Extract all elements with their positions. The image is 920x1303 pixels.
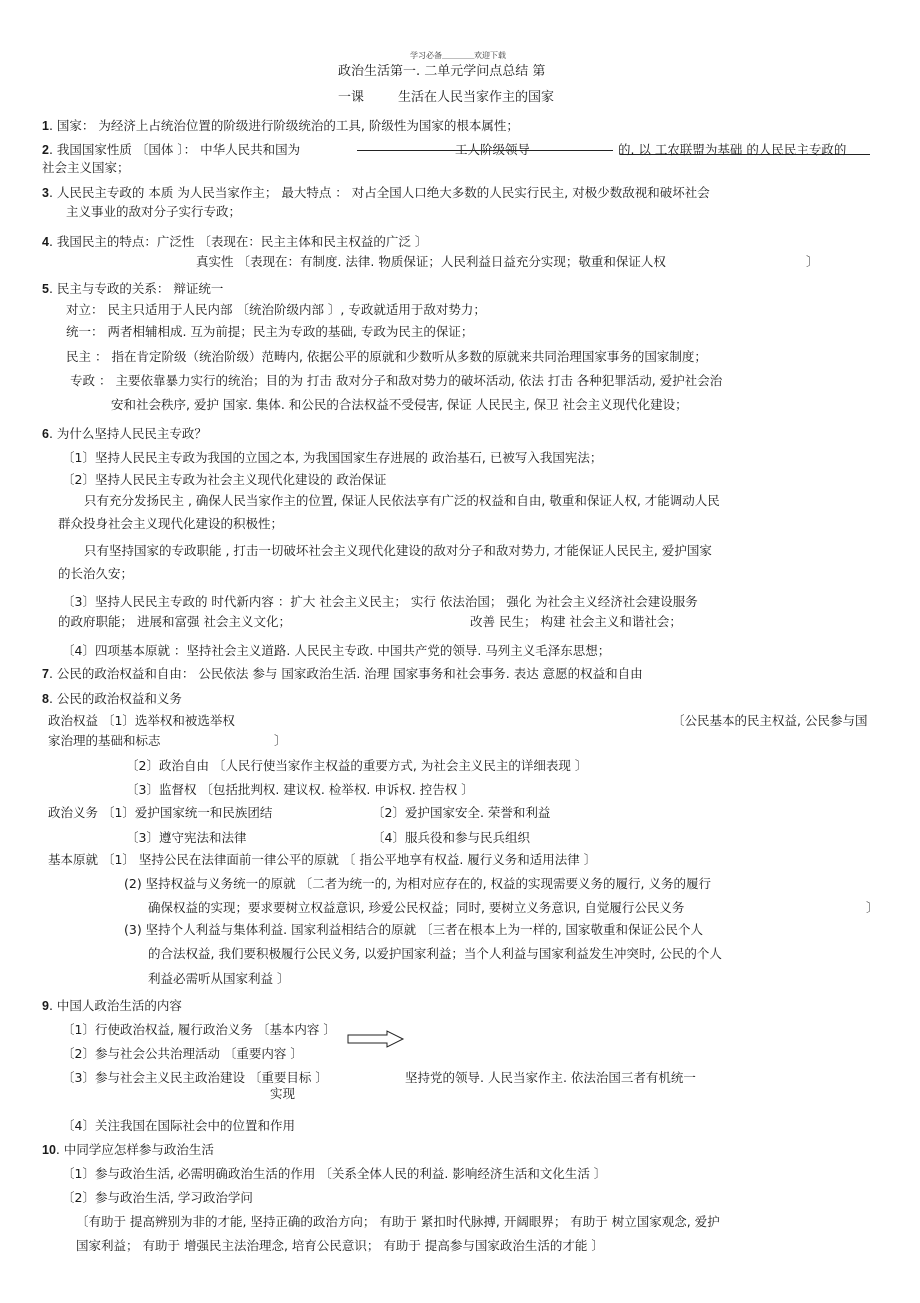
item-8-principle-2-cont: 确保权益的实现；要求要树立权益意识, 珍爱公民权益；同时, 要树立义务意识, 自觉履行公民义务	[148, 900, 685, 915]
item-9-3-goal: 坚持党的领导. 人民当家作主. 依法治国三者有机统一	[405, 1070, 696, 1085]
page-header: 学习必备＿＿＿＿欢迎下载	[410, 51, 506, 60]
item-5-dictatorship-cont: 安和社会秩序, 爱护 国家. 集体. 和公民的合法权益不受侵害, 保证 人民民主, 保卫 社会主义现代化建设；	[111, 397, 688, 412]
item-6: 6. 为什么坚持人民民主专政？	[42, 426, 207, 441]
item-10-2-benefits: 〔有助于 提高辨别为非的才能, 坚持正确的政治方向； 有助于 紧扣时代脉搏, 开阔眼界； 有助于 树立国家观念, 爱护	[76, 1214, 720, 1229]
item-8-rights-3: 〔3〕监督权 〔包括批判权. 建议权. 检举权. 申诉权. 控告权 〕	[126, 782, 474, 797]
item-9-1: 〔1〕行使政治权益, 履行政治义务 〔基本内容 〕	[62, 1022, 336, 1037]
item-8-principle-3-cont: 的合法权益, 我们要积极履行公民义务, 以爱护国家利益；当个人利益与国家利益发生冲突时, 公民的个人	[148, 946, 722, 961]
arrow-right-icon	[347, 1030, 405, 1048]
item-10-2: 〔2〕参与政治生活, 学习政治学问	[62, 1190, 253, 1205]
item-8-rights-1-note-cont: 家治理的基础和标志	[48, 733, 161, 748]
item-6-2-a-cont: 群众投身社会主义现代化建设的积极性；	[58, 516, 284, 531]
item-6-2: 〔2〕坚持人民民主专政为社会主义现代化建设的 政治保证	[62, 472, 387, 487]
item-6-1: 〔1〕坚持人民民主专政为我国的立国之本, 为我国国家生存进展的 政治基石, 已被写入我国宪法；	[62, 450, 603, 465]
item-6-2-a: 只有充分发扬民主 , 确保人民当家作主的位置, 保证人民依法享有广泛的权益和自由, 敬重和保证人权, 才能调动人民	[84, 493, 720, 508]
item-8-principle-1: 基本原就 〔1〕 坚持公民在法律面前一律公平的原就 〔 指公平地享有权益. 履行义务和适用法律 〕	[48, 852, 597, 867]
item-8-rights-1-close: 〕	[274, 733, 287, 748]
item-9: 9. 中国人政治生活的内容	[42, 998, 182, 1013]
item-8-duty-3: 〔3〕遵守宪法和法律	[126, 830, 247, 845]
item-5-unity: 统一： 两者相辅相成. 互为前提；民主为专政的基础, 专政为民主的保证；	[66, 324, 474, 339]
item-3: 3. 人民民主专政的 本质 为人民当家作主； 最大特点 ： 对占全国人口绝大多数的人民实行民主, 对极少数敌视和破坏社会	[42, 185, 710, 200]
title-line-2-lesson: 一课	[338, 90, 365, 105]
item-6-2-b: 只有坚持国家的专政职能 , 打击一切破坏社会主义现代化建设的敌对分子和敌对势力, 才能保证人民民主, 爱护国家	[84, 543, 712, 558]
item-9-3: 〔3〕参与社会主义民主政治建设 〔重要目标 〕	[62, 1070, 328, 1085]
strike-line-1	[357, 150, 613, 151]
item-10: 10. 中同学应怎样参与政治生活	[42, 1142, 214, 1157]
strike-line-2	[620, 154, 870, 155]
item-6-3-cont: 的政府职能； 进展和富强 社会主义文化；	[58, 614, 291, 629]
item-5: 5. 民主与专政的关系： 辩证统一	[42, 281, 224, 296]
item-6-3: 〔3〕坚持人民民主专政的 时代新内容 ：扩大 社会主义民主； 实行 依法治国； 强化 为社会主义经济社会建设服务	[62, 594, 698, 609]
item-4: 4. 我国民主的特点：广泛性 〔表现在：民主主体和民主权益的广泛 〕	[42, 234, 428, 249]
item-8-principle-3-cont-2: 利益必需听从国家利益 〕	[148, 971, 290, 986]
item-9-2: 〔2〕参与社会公共治理活动 〔重要内容 〕	[62, 1046, 303, 1061]
item-2-working-class: 工人阶级领导	[455, 142, 531, 157]
item-6-3-cont-b: 改善 民生； 构建 社会主义和谐社会；	[470, 614, 682, 629]
item-10-2-benefits-cont: 国家利益； 有助于 增强民主法治理念, 培育公民意识； 有助于 提高参与国家政治生活的才能 〕	[76, 1238, 604, 1253]
item-8-rights-1-note: 〔公民基本的民主权益, 公民参与国	[672, 713, 868, 728]
item-4-close: 〕	[806, 254, 819, 269]
item-6-4: 〔4〕四项基本原就 ：坚持社会主义道路. 人民民主专政. 中国共产党的领导. 马列主义毛泽东思想；	[62, 643, 611, 658]
item-8: 8. 公民的政治权益和义务	[42, 691, 182, 706]
item-1: 1. 国家： 为经济上占统治位置的阶级进行阶级统治的工具, 阶级性为国家的根本属性；	[42, 118, 519, 133]
item-5-democracy: 民主 ： 指在肯定阶级（统治阶级）范畴内, 依据公平的原就和少数听从多数的原就来共同治理国家事务的国家制度；	[66, 349, 707, 364]
item-4-truth: 真实性 〔表现在：有制度. 法律. 物质保证；人民利益日益充分实现；敬重和保证人权	[196, 254, 666, 269]
item-6-2-b-cont: 的长治久安；	[58, 566, 134, 581]
item-5-dictatorship: 专政 ： 主要依靠暴力实行的统治；目的为 打击 敌对分子和敌对势力的破坏活动, 依法 打击 各种犯罪活动, 爱护社会治	[70, 373, 723, 388]
item-8-principle-2: (2) 坚持权益与义务统一的原就 〔二者为统一的, 为相对应存在的, 权益的实现需要义务的履行, 义务的履行	[124, 876, 711, 891]
title-line-1: 政治生活第一. 二单元学问点总结 第	[338, 64, 546, 79]
item-2-alliance: 的. 以 工农联盟为基础 的人民民主专政的	[618, 142, 847, 157]
item-8-principle-2-close: 〕	[866, 900, 879, 915]
item-8-duty-4: 〔4〕服兵役和参与民兵组织	[372, 830, 530, 845]
item-9-3-realize: 实现	[270, 1086, 296, 1101]
item-5-opposition: 对立： 民主只适用于人民内部 〔统治阶级内部 〕, 专政就适用于敌对势力；	[66, 302, 486, 317]
item-2-cont: 社会主义国家；	[42, 160, 130, 175]
item-8-principle-3: (3) 坚持个人利益与集体利益. 国家利益相结合的原就 〔三者在根本上为一样的, 国家敬重和保证公民个人	[124, 922, 704, 937]
item-8-duty-2: 〔2〕爱护国家安全. 荣誉和利益	[372, 805, 551, 820]
item-10-1: 〔1〕参与政治生活, 必需明确政治生活的作用 〔关系全体人民的利益. 影响经济生活和文化生活 〕	[62, 1166, 607, 1181]
item-8-rights-2: 〔2〕政治自由 〔人民行使当家作主权益的重要方式, 为社会主义民主的详细表现 〕	[126, 758, 588, 773]
item-7: 7. 公民的政治权益和自由： 公民依法 参与 国家政治生活. 治理 国家事务和社会事务. 表达 意愿的权益和自由	[42, 666, 643, 681]
item-3-cont: 主义事业的敌对分子实行专政；	[66, 204, 242, 219]
item-8-rights-1: 政治权益 〔1〕选举权和被选举权	[48, 713, 235, 728]
item-8-duty-1: 政治义务 〔1〕爱护国家统一和民族团结	[48, 805, 273, 820]
title-line-2-topic: 生活在人民当家作主的国家	[398, 90, 555, 105]
item-2: 2. 我国国家性质 〔国体 〕： 中华人民共和国为	[42, 142, 301, 157]
item-9-4: 〔4〕关注我国在国际社会中的位置和作用	[62, 1118, 295, 1133]
